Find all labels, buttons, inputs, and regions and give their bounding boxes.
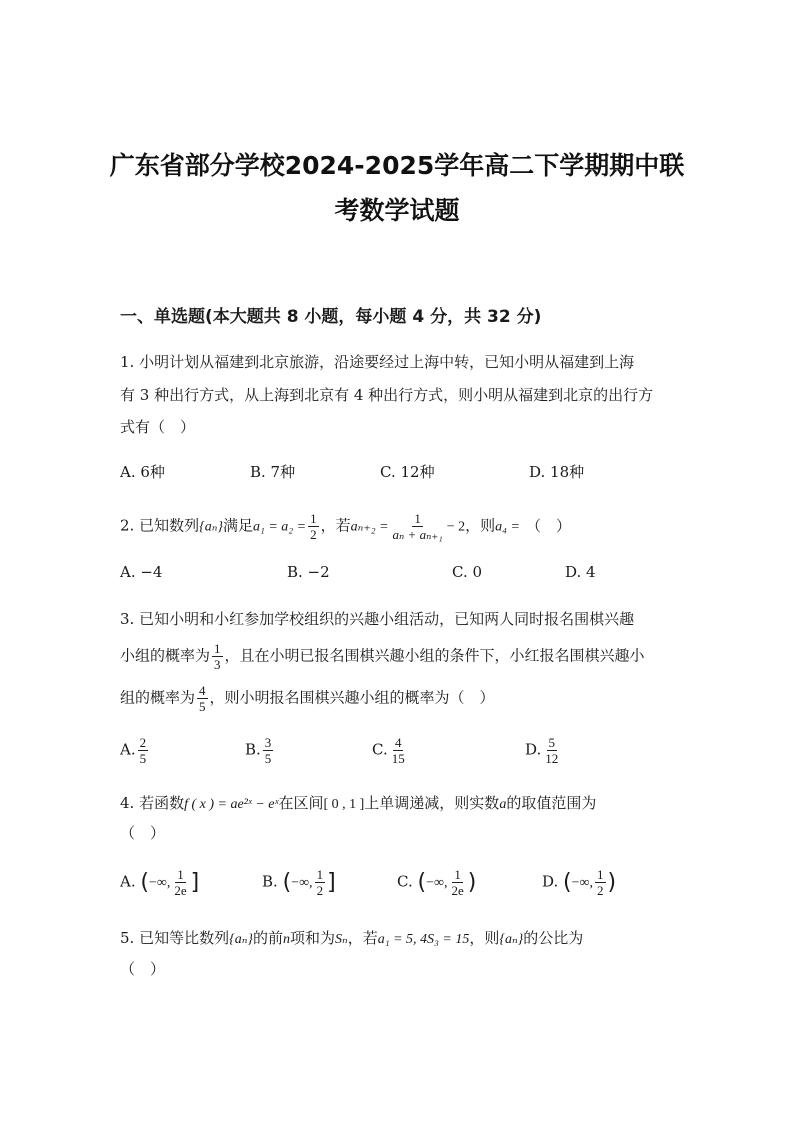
q5-n: n [282, 932, 290, 947]
q1-line2: 有 3 种出行方式，从上海到北京有 4 种出行方式，则小明从福建到北京的出行方 [120, 386, 654, 404]
q4-var: a [499, 797, 507, 812]
q3-option-b: B. $\frac{3}{5}$ [245, 735, 272, 766]
q1-option-d: D. 18种 [529, 463, 585, 481]
q2-cond1: a₁ = a₂ = [252, 519, 307, 535]
q5-end: 的公比为 [523, 929, 584, 947]
q2-recurrence-fraction: $\frac{1}{\text{aₙ + aₙ₊₁}}$ [392, 511, 443, 542]
q5-line2: （ ） [120, 960, 166, 978]
q4-interval: [ 0 , 1 ] [323, 797, 365, 812]
q4-option-b: B. (−∞, $\frac{1}{2}$ ] [262, 867, 336, 898]
q4-stem [120, 792, 596, 813]
q3-prob1-fraction: $\frac{1}{3}$ [214, 641, 221, 672]
q5-prefix: 5. 已知等比数列 [120, 929, 230, 947]
q5-mid3: ，若 [347, 929, 378, 947]
q3-line3 [120, 684, 495, 713]
q2-seq: {aₙ} [199, 519, 223, 535]
q2-option-a: A. −4 [120, 563, 163, 581]
q2-option-b: B. −2 [287, 563, 330, 581]
exam-title-line1: 广东省部分学校2024-2025学年高二下学期期中联 [109, 151, 685, 180]
q4-prefix: 4. 若函数 [120, 794, 185, 812]
q5-seq2: {aₙ} [499, 932, 524, 947]
q3-line1: 3. 已知小明和小红参加学校组织的兴趣小组活动，已知两人同时报名围棋兴趣 [120, 610, 635, 628]
q5-mid1: 的前 [252, 929, 283, 947]
q4-line2: （ ） [120, 824, 166, 842]
section-header: 一、单选题(本大题共 8 小题，每小题 4 分，共 32 分) [120, 307, 542, 327]
q2-stem [120, 512, 571, 541]
q3-line3-post: ，则小明报名围棋兴趣小组的概率为（ ） [209, 688, 495, 707]
q5-seq: {aₙ} [229, 932, 253, 947]
q2-mid2: ，若 [320, 516, 351, 535]
q3-option-c: C. $\frac{4}{15}$ [372, 735, 405, 766]
q3-option-d: D. $\frac{5}{12}$ [525, 735, 559, 766]
q2-cond2-tail: − 2 [446, 519, 466, 535]
q1-option-b: B. 7种 [250, 463, 296, 481]
exam-title-line2: 考数学试题 [334, 196, 460, 225]
q1-line1: 1. 小明计划从福建到北京旅游，沿途要经过上海中转，已知小明从福建到上海 [120, 353, 635, 371]
q2-ask: a₄ = [495, 519, 520, 535]
q3-line2-pre: 小组的概率为 [120, 646, 211, 665]
q3-prob2-fraction: $\frac{4}{5}$ [199, 683, 206, 714]
q3-line2 [120, 642, 645, 671]
q4-option-a: A. (−∞, $\frac{1}{2e}$ ] [120, 867, 200, 898]
q3-line3-pre: 组的概率为 [120, 688, 196, 707]
q2-mid1: 满足 [222, 516, 253, 535]
q3-line2-post: ，且在小明已报名围棋兴趣小组的条件下，小红报名围棋兴趣小 [224, 646, 645, 665]
q3-option-a: A. $\frac{2}{5}$ [120, 735, 147, 766]
q5-sn: Sₙ [335, 932, 348, 947]
q5-mid4: ，则 [469, 929, 500, 947]
q4-function: f ( x ) = ae²ˣ − eˣ [184, 797, 279, 812]
q1-line3: 式有（ ） [120, 418, 196, 436]
q4-mid1: 在区间 [278, 794, 324, 812]
q2-prefix: 2. 已知数列 [120, 516, 200, 535]
q1-option-a: A. 6种 [120, 463, 165, 481]
q2-end: （ ） [525, 516, 571, 535]
q4-option-c: C. (−∞, $\frac{1}{2e}$ ) [397, 867, 477, 898]
q4-end: 的取值范围为 [506, 794, 597, 812]
q5-stem [120, 927, 583, 948]
q1-option-c: C. 12种 [380, 463, 435, 481]
q5-mid2: 项和为 [289, 929, 335, 947]
q5-condition: a₁ = 5, 4S₃ = 15 [377, 932, 470, 947]
q2-option-d: D. 4 [565, 563, 596, 581]
q2-cond2-lhs: aₙ₊₂ = [350, 519, 389, 535]
q2-half-fraction: $\frac{1}{2}$ [310, 511, 317, 542]
q2-mid3: ，则 [465, 516, 496, 535]
q4-option-d: D. (−∞, $\frac{1}{2}$ ) [542, 867, 617, 898]
q2-option-c: C. 0 [452, 563, 483, 581]
q4-mid2: 上单调递减，则实数 [364, 794, 500, 812]
